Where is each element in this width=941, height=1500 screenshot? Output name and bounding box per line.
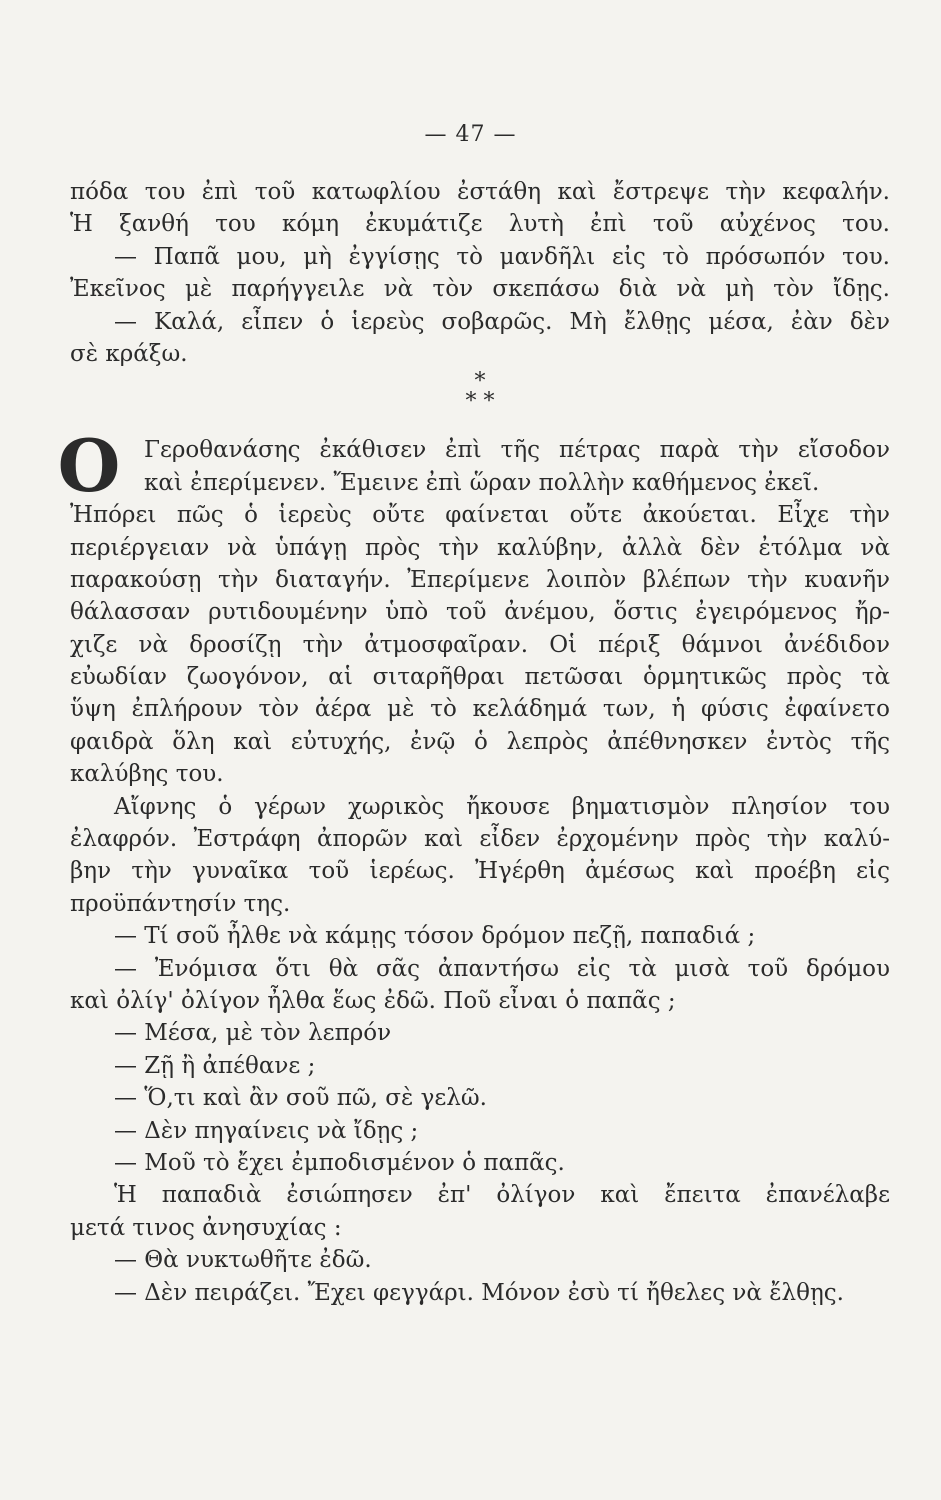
text-line: Γεροθανάσης ἐκάθισεν ἐπὶ τῆς πέτρας παρὰ τὴν εἴσοδον — [144, 437, 890, 464]
text-line: — Ἐνόμισα ὅτι θὰ σᾶς ἀπαντήσω εἰς τὰ μισὰ τοῦ δρόμου — [114, 955, 890, 982]
text-line: — Καλά, εἶπεν ὁ ἱερεὺς σοβαρῶς. Μὴ ἔλθῃς μέσα, ἐὰν δὲν — [114, 308, 890, 335]
text-line: — Ὅ,τι καὶ ἂν σοῦ πῶ, σὲ γελῶ. — [114, 1085, 487, 1112]
text-line: ὕψη ἐπλήρουν τὸν ἀέρα μὲ τὸ κελάδημά των, ἡ φύσις ἐφαίνετο — [70, 696, 890, 723]
text-line: καὶ ὀλίγ' ὀλίγον ἦλθα ἕως ἐδῶ. Ποῦ εἶναι ὁ παπᾶς ; — [70, 987, 676, 1014]
asterism-bottom: * * — [465, 389, 495, 415]
text-line: Ἐκεῖνος μὲ παρήγγειλε νὰ τὸν σκεπάσω διὰ νὰ μὴ τὸν ἴδῃς. — [70, 276, 890, 303]
drop-cap-letter: O — [57, 423, 121, 509]
text-line: — Τί σοῦ ἦλθε νὰ κάμῃς τόσον δρόμον πεζῇ, παπαδιά ; — [114, 923, 756, 950]
text-line: πόδα του ἐπὶ τοῦ κατωφλίου ἐστάθη καὶ ἔστρεψε τὴν κεφαλήν. — [70, 179, 890, 205]
asterism-top: * — [474, 369, 486, 395]
text-line: Ἠπόρει πῶς ὁ ἱερεὺς οὔτε φαίνεται οὔτε ἀκούεται. Εἶχε τὴν — [70, 502, 890, 529]
text-line: παρακούσῃ τὴν διαταγήν. Ἐπερίμενε λοιπὸν βλέπων τὴν κυανῆν — [70, 566, 890, 593]
text-line: — Μέσα, μὲ τὸν λεπρόν — [114, 1020, 392, 1047]
section-break-asterism — [70, 370, 890, 434]
text-line: βην τὴν γυναῖκα τοῦ ἱερέως. Ἠγέρθη ἀμέσως καὶ προέβη εἰς — [70, 858, 890, 885]
text-line: εὐωδίαν ζωογόνον, αἱ σιταρῆθραι πετῶσαι ὁρμητικῶς πρὸς τὰ — [70, 664, 890, 691]
text-line: Αἴφνης ὁ γέρων χωρικὸς ἤκουσε βηματισμὸν πλησίον του — [114, 793, 890, 820]
text-line: καὶ ἐπερίμενεν. Ἔμεινε ἐπὶ ὥραν πολλὴν καθήμενος ἐκεῖ. — [144, 469, 820, 496]
text-line: — Μοῦ τὸ ἔχει ἐμποδισμένον ὁ παπᾶς. — [114, 1149, 565, 1176]
text-line: — Ζῇ ἢ ἀπέθανε ; — [114, 1052, 316, 1079]
text-line: — Παπᾶ μου, μὴ ἐγγίσῃς τὸ μανδῆλι εἰς τὸ πρόσωπόν του. — [114, 243, 890, 270]
text-line: προϋπάντησίν της. — [70, 890, 291, 917]
text-line: ἐλαφρόν. Ἐστράφη ἀπορῶν καὶ εἶδεν ἐρχομένην πρὸς τὴν καλύ- — [70, 826, 890, 853]
text-line: χιζε νὰ δροσίζῃ τὴν ἀτμοσφαῖραν. Οἱ πέριξ θάμνοι ἀνέδιδον — [70, 631, 890, 658]
text-line: Ἡ παπαδιὰ ἐσιώπησεν ἐπ' ὀλίγον καὶ ἔπειτα ἐπανέλαβε — [114, 1182, 890, 1209]
text-line: — Θὰ νυκτωθῆτε ἐδῶ. — [114, 1247, 372, 1274]
text-line: μετά τινος ἀνησυχίας : — [70, 1214, 342, 1241]
text-line: Ἡ ξανθή του κόμη ἐκυμάτιζε λυτὴ ἐπὶ τοῦ αὐχένος του. — [70, 211, 890, 238]
text-line: καλύβης του. — [70, 761, 224, 788]
text-line: — Δὲν πηγαίνεις νὰ ἴδῃς ; — [114, 1117, 419, 1144]
dropcap-paragraph — [57, 423, 890, 509]
text-line: σὲ κράξω. — [70, 340, 188, 367]
text-line: περιέργειαν νὰ ὑπάγῃ πρὸς τὴν καλύβην, ἀλλὰ δὲν ἐτόλμα νὰ — [70, 534, 890, 561]
text-line: — Δὲν πειράζει. Ἔχει φεγγάρι. Μόνον ἐσὺ τί ἤθελες νὰ ἔλθῃς. — [114, 1279, 844, 1306]
text-line: θάλασσαν ρυτιδουμένην ὑπὸ τοῦ ἀνέμου, ὅστις ἐγειρόμενος ἤρ- — [70, 599, 890, 626]
page-number: — 47 — — [424, 122, 517, 147]
text-line: φαιδρὰ ὅλη καὶ εὐτυχής, ἐνῷ ὁ λεπρὸς ἀπέθνησκεν ἐντὸς τῆς — [70, 728, 890, 755]
body-text — [57, 176, 890, 1309]
